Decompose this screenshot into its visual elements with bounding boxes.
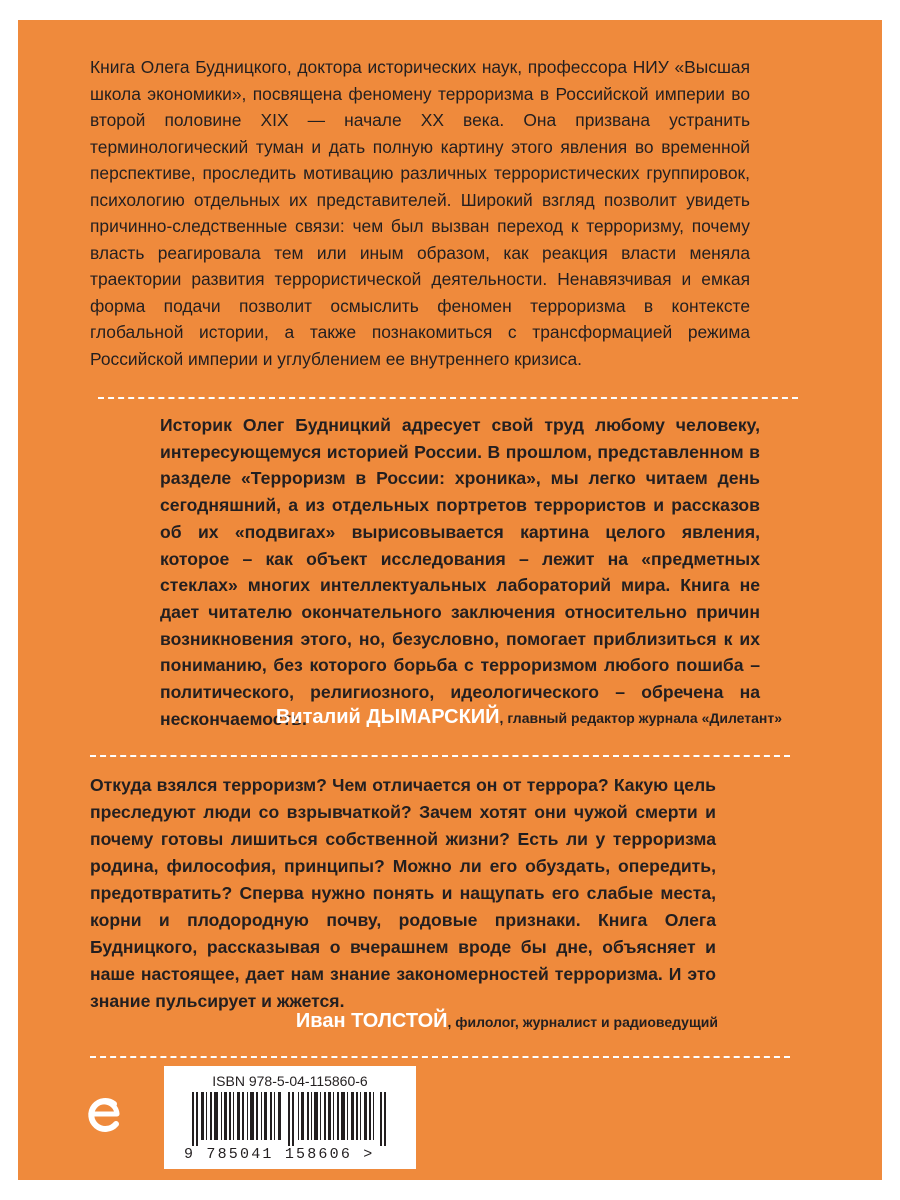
book-back-cover [18,20,882,1180]
isbn-label: ISBN 978-5-04-115860-6 [212,1073,368,1089]
reviewer-name: Иван ТОЛСТОЙ [295,1010,448,1032]
barcode-panel [164,1066,416,1169]
dashed-divider-middle [90,755,790,757]
publisher-logo-icon [84,1090,124,1140]
dashed-divider-bottom [90,1056,790,1058]
review-quote-tolstoy: Откуда взялся терроризм? Чем отличается он от террора? Какую цель преследуют люди со взрывчаткой? Зачем хотят они чужой смерти и почему готовы лишиться собственной жизни? Есть ли у терроризма родина, философия, принципы? Можно ли его обуздать, опередить, предотвратить? Сперва нужно понять и нащупать его слабые места, корни и плодородную почву, родовые признаки. Книга Олега Будницкого, рассказывая о вчерашнем вроде бы дне, объясняет и наше настоящее, дает нам знание закономерностей терроризма. И это знание пульсирует и жжется. [90,775,716,1011]
review-quote-dymarsky: Историк Олег Будницкий адресует свой труд любому человеку, интересующемуся историей России. В прошлом, представленном в разделе «Терроризм в России: хроника», мы легко читаем день сегодняшний, а из отдельных портретов террористов и рассказов об их «подвигах» вырисовывается картина целого явления, которое – как объект исследования – лежит на «предметных стеклах» многих интеллектуальных лабораторий мира. Книга не дает читателю окончательного заключения относительно причин возникновения этого, но, безусловно, помогает приблизиться к их пониманию, без которого борьба с терроризмом любого пошиба – политического, религиозного, идеологического – обречена на нескончаемость. [160,415,760,729]
barcode-digits: 9 785041 158606 > [184,1146,375,1163]
dashed-divider-top [98,397,798,399]
reviewer-name: Виталий ДЫМАРСКИЙ [275,706,500,728]
reviewer-role: , главный редактор журнала «Дилетант» [499,710,782,726]
review-signature-dymarsky [276,706,782,729]
barcode-icon [192,1092,392,1146]
book-description: Книга Олега Будницкого, доктора исторических наук, профессора НИУ «Высшая школа экономики», посвящена феномену терроризма в Российской империи во второй половине XIX — начале XX века. Она призвана устранить терминологический туман и дать полную картину этого явления во временной перспективе, проследить мотивацию различных террористических группировок, психологию отдельных их представителей. Широкий взгляд позволит увидеть причинно-следственные связи: чем был вызван переход к терроризму, почему власть реагировала тем или иным образом, как реакция власти меняла траектории развития террористической деятельности. Ненавязчивая и емкая форма подачи позволит осмыслить феномен терроризма в контексте глобальной истории, а также познакомиться с трансформацией режима Российской империи и углублением ее внутреннего кризиса. [90,57,750,369]
review-signature-tolstoy [296,1010,718,1033]
reviewer-role: , филолог, журналист и радиоведущий [447,1014,718,1030]
